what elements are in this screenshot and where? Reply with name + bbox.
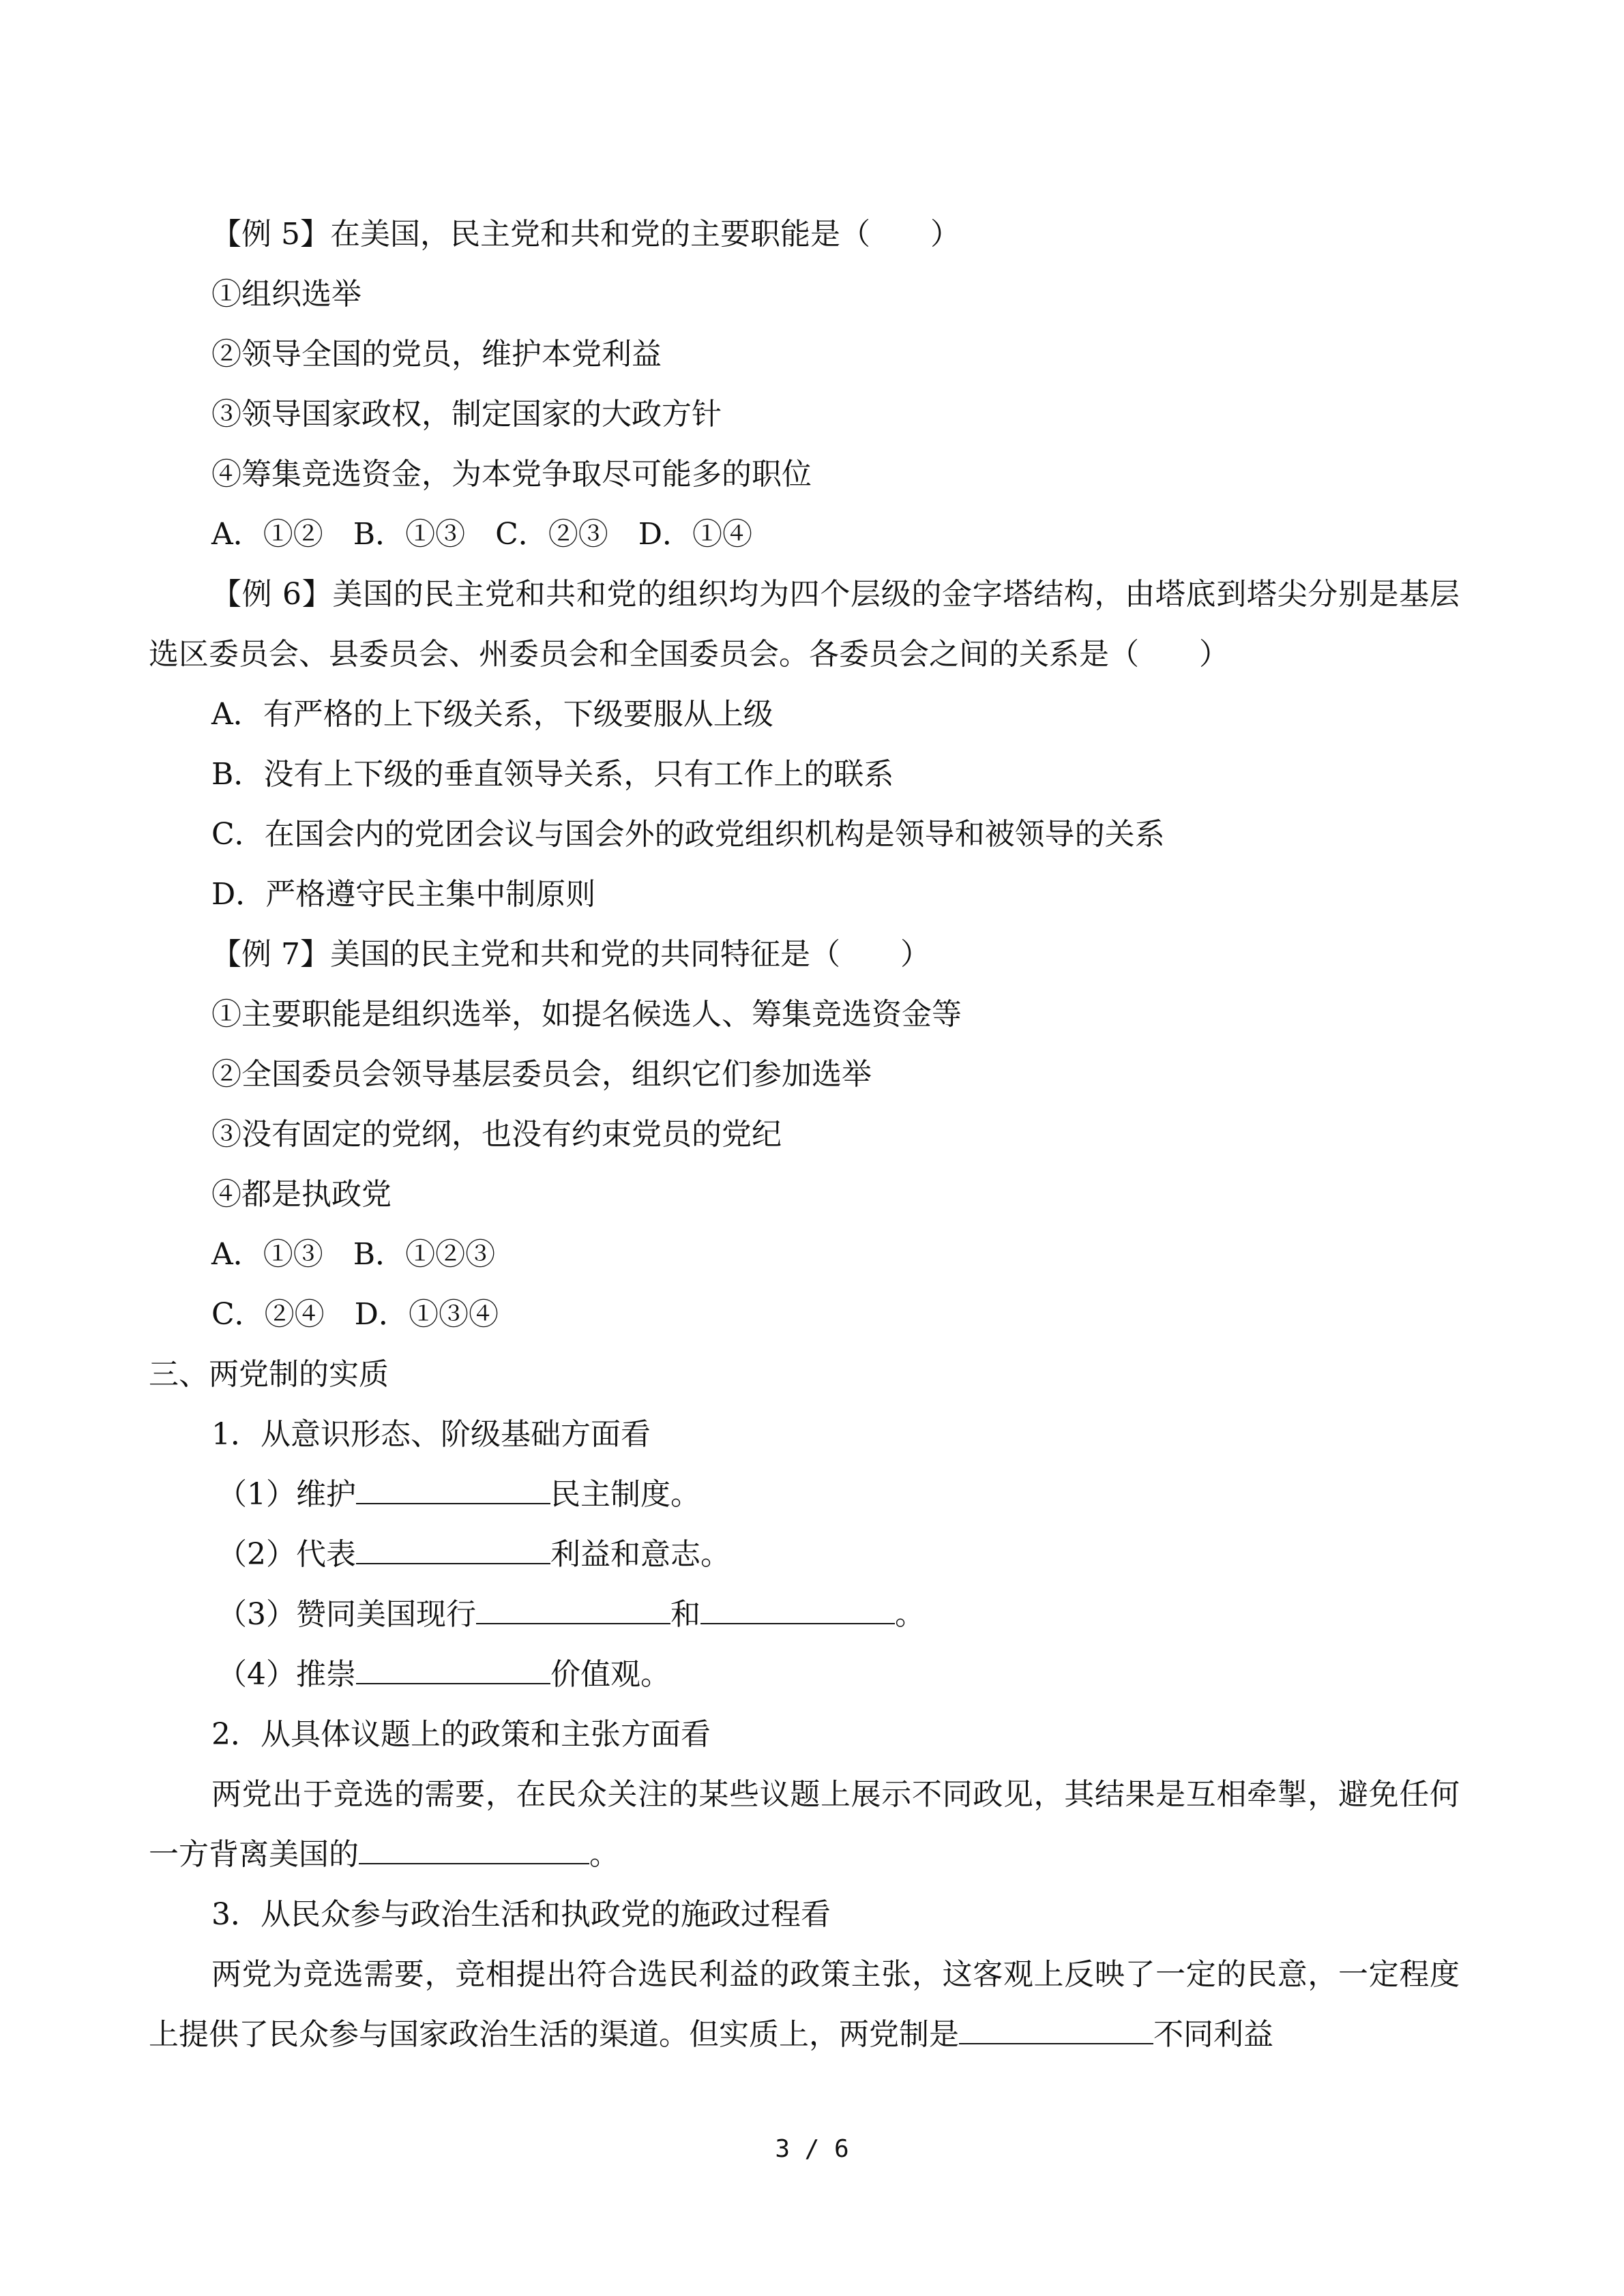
fill-item-4 [149, 1645, 1460, 1705]
fill-item-3-prefix: （3）赞同美国现行 [217, 1597, 476, 1632]
example-5-choices: A．①② B．①③ C．②③ D．①④ [211, 517, 753, 552]
fill-item-2-prefix: （2）代表 [217, 1537, 356, 1572]
point-2-heading: 2．从具体议题上的政策和主张方面看 [211, 1717, 711, 1752]
example-6-option-b: B．没有上下级的垂直领导关系，只有工作上的联系 [211, 757, 894, 792]
point-1-heading: 1．从意识形态、阶级基础方面看 [211, 1417, 651, 1452]
example-5-option-1: ①组织选举 [211, 277, 361, 312]
fill-blank[interactable] [359, 1836, 589, 1864]
fill-blank[interactable] [476, 1596, 670, 1624]
example-6-option-c: C．在国会内的党团会议与国会外的政党组织机构是领导和被领导的关系 [211, 817, 1165, 852]
fill-item-1-suffix: 民主制度。 [550, 1477, 700, 1512]
fill-blank[interactable] [700, 1596, 895, 1624]
example-6-title: 【例 6】美国的民主党和共和党的组织均为四个层级的金字塔结构，由塔底到塔尖分别是基层选区委员会、县委员会、州委员会和全国委员会。各委员会之间的关系是（ ） [149, 577, 1460, 672]
fill-item-2 [149, 1525, 1460, 1585]
example-7-option-2: ②全国委员会领导基层委员会，组织它们参加选举 [211, 1057, 872, 1092]
fill-blank[interactable] [356, 1656, 550, 1684]
example-7-choices-1: A．①③ B．①②③ [211, 1237, 496, 1272]
fill-blank[interactable] [959, 2016, 1153, 2044]
fill-item-3-suffix: 。 [895, 1597, 925, 1632]
fill-item-3-middle: 和 [670, 1597, 700, 1632]
fill-item-1-prefix: （1）维护 [217, 1477, 356, 1512]
example-7-option-1: ①主要职能是组织选举，如提名候选人、筹集竞选资金等 [211, 997, 962, 1032]
point-3-heading: 3．从民众参与政治生活和执政党的施政过程看 [211, 1897, 831, 1932]
point-2-text: 两党出于竞选的需要，在民众关注的某些议题上展示不同政见，其结果是互相牵掣，避免任何一方背离美国的 [149, 1777, 1460, 1872]
example-7-option-3: ③没有固定的党纲，也没有约束党员的党纪 [211, 1117, 782, 1152]
example-7-option-4: ④都是执政党 [211, 1177, 392, 1212]
example-5-option-2: ②领导全国的党员，维护本党利益 [211, 337, 662, 372]
example-5-title: 【例 5】在美国，民主党和共和党的主要职能是（ ） [211, 217, 960, 252]
example-6-option-a: A．有严格的上下级关系，下级要服从上级 [211, 697, 773, 732]
fill-item-4-suffix: 价值观。 [550, 1657, 670, 1692]
section-3-heading: 三、两党制的实质 [149, 1357, 389, 1392]
document-body [149, 205, 1460, 2065]
example-5-option-3: ③领导国家政权，制定国家的大政方针 [211, 397, 722, 432]
point-3-text-end: 不同利益 [1153, 2017, 1273, 2052]
point-2-text-end: 。 [589, 1837, 619, 1872]
example-5-option-4: ④筹集竞选资金，为本党争取尽可能多的职位 [211, 457, 812, 492]
fill-blank[interactable] [356, 1536, 550, 1564]
fill-item-3 [149, 1585, 1460, 1645]
fill-item-2-suffix: 利益和意志。 [550, 1537, 730, 1572]
fill-item-4-prefix: （4）推崇 [217, 1657, 356, 1692]
example-7-title: 【例 7】美国的民主党和共和党的共同特征是（ ） [211, 937, 930, 972]
example-7-choices-2: C．②④ D．①③④ [211, 1297, 499, 1332]
point-3-text: 两党为竞选需要，竞相提出符合选民利益的政策主张，这客观上反映了一定的民意，一定程度上提供了民众参与国家政治生活的渠道。但实质上，两党制是 [149, 1957, 1460, 2052]
page-number: 3 / 6 [775, 2135, 849, 2163]
point-2-paragraph [149, 1765, 1460, 1885]
example-6-option-d: D．严格遵守民主集中制原则 [211, 877, 596, 912]
fill-blank[interactable] [356, 1476, 550, 1504]
point-3-paragraph [149, 1945, 1460, 2065]
fill-item-1 [149, 1465, 1460, 1525]
